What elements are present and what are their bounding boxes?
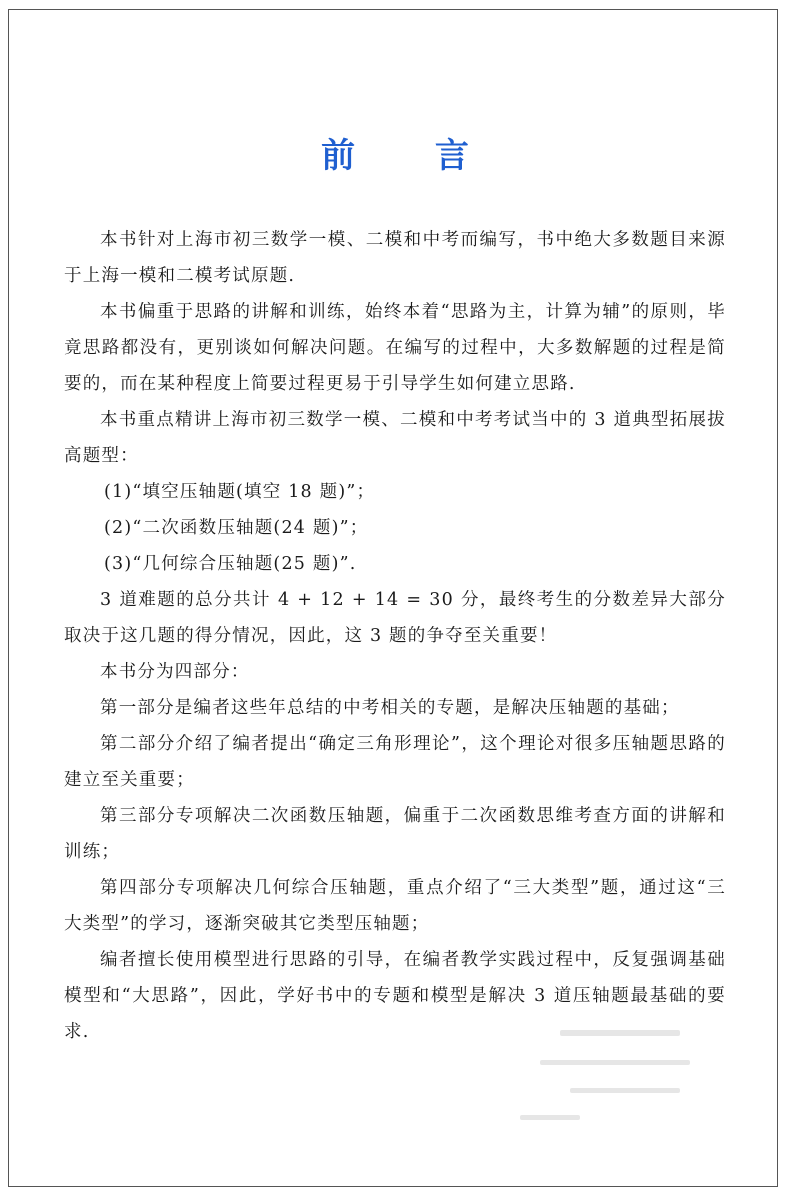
paragraph-part-four: 第四部分专项解决几何综合压轴题，重点介绍了“三大类型”题，通过这“三大类型”的学习，逐渐突破其它类型压轴题；	[64, 878, 726, 934]
list-item: (1)“填空压轴题(填空 18 题)”；	[104, 482, 376, 502]
paragraph-focus: 本书重点精讲上海市初三数学一模、二模和中考考试当中的 3 道典型拓展拔高题型：	[64, 410, 726, 466]
paragraph-part-three: 第三部分专项解决二次函数压轴题，偏重于二次函数思维考查方面的讲解和训练；	[64, 806, 726, 862]
show-through-mark	[570, 1088, 680, 1093]
show-through-mark	[540, 1060, 690, 1065]
paragraph-closing: 编者擅长使用模型进行思路的引导，在编者教学实践过程中，反复强调基础模型和“大思路”，因此，学好书中的专题和模型是解决 3 道压轴题最基础的要求.	[64, 950, 726, 1042]
show-through-mark	[560, 1030, 680, 1036]
paragraph-score: 3 道难题的总分共计 4 + 12 + 14 = 30 分，最终考生的分数差异大部分取决于这几题的得分情况，因此，这 3 题的争夺至关重要！	[64, 590, 726, 646]
show-through-mark	[520, 1115, 580, 1120]
list-item: (2)“二次函数压轴题(24 题)”；	[104, 518, 369, 538]
paragraph-intro: 本书针对上海市初三数学一模、二模和中考而编写，书中绝大多数题目来源于上海一模和二模考试原题.	[64, 230, 726, 286]
paragraph-part-two: 第二部分介绍了编者提出“确定三角形理论”，这个理论对很多压轴题思路的建立至关重要；	[64, 734, 726, 790]
paragraph-parts-intro: 本书分为四部分：	[100, 662, 250, 682]
preface-body	[64, 222, 726, 1050]
paragraph-approach: 本书偏重于思路的讲解和训练，始终本着“思路为主，计算为辅”的原则，毕竟思路都没有，更别谈如何解决问题。在编写的过程中，大多数解题的过程是简要的，而在某种程度上简要过程更易于引导学生如何建立思路.	[64, 302, 726, 394]
paragraph-part-one: 第一部分是编者这些年总结的中考相关的专题，是解决压轴题的基础；	[100, 698, 680, 718]
list-item: (3)“几何综合压轴题(25 题)”.	[104, 554, 357, 574]
page-title: 前 言	[321, 136, 503, 176]
